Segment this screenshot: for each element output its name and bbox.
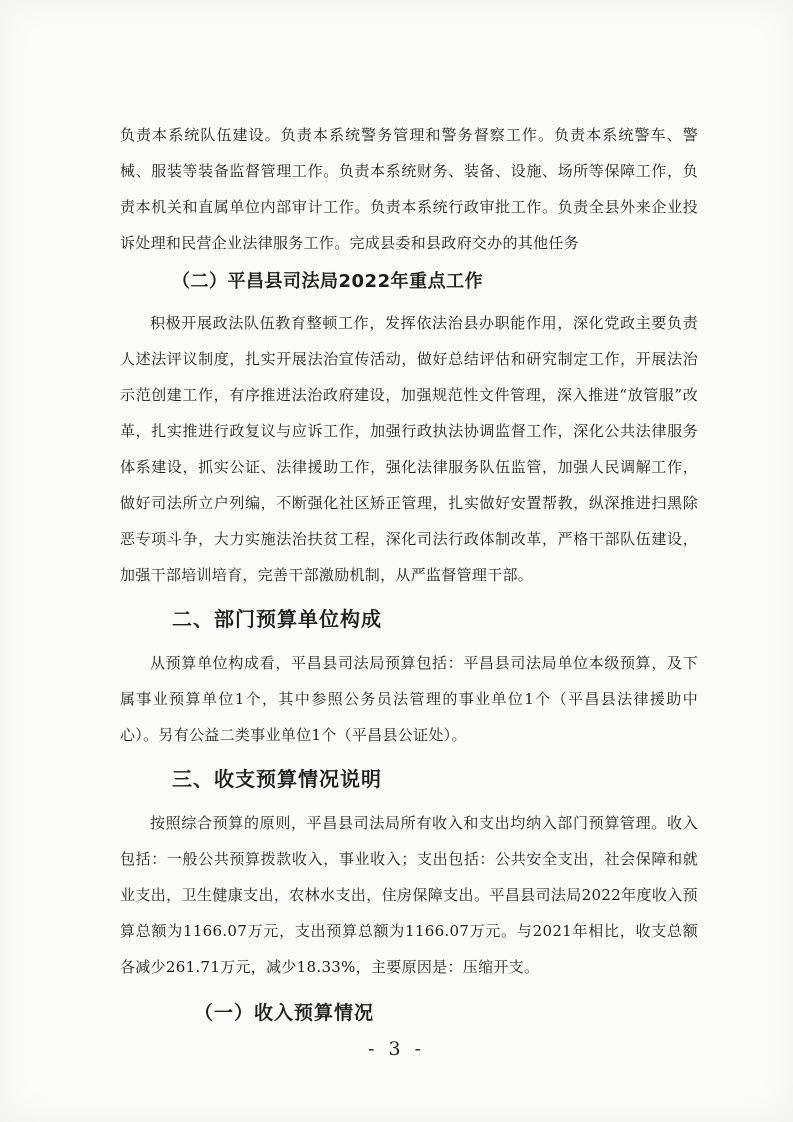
page-number: - 3 - (367, 1038, 425, 1060)
section-3-paragraph: 按照综合预算的原则，平昌县司法局所有收入和支出均纳入部门预算管理。收入包括：一般公共预算拨款收入，事业收入；支出包括：公共安全支出，社会保障和就业支出，卫生健康支出，农林水支出，住房保障支出。平昌县司法局2022年度收入预算总额为1166.07万元，支出预算总额为1166.07万元。与2021年相比，收支总额各减少261.71万元，减少18.33%，主要原因是：压缩开支。 (120, 814, 698, 976)
intro-paragraph: 负责本系统队伍建设。负责本系统警务管理和警务督察工作。负责本系统警车、警械、服装等装备监督管理工作。负责本系统财务、装备、设施、场所等保障工作，负责本机关和直属单位内部审计工作。负责本系统行政审批工作。负责全县外来企业投诉处理和民营企业法律服务工作。完成县委和县政府交办的其他任务 (120, 126, 698, 252)
document-body (120, 117, 698, 1035)
section-3-sub1-heading: （一）收入预算情况 (194, 1002, 375, 1024)
section-2022-paragraph: 积极开展政法队伍教育整顿工作，发挥依法治县办职能作用，深化党政主要负责人述法评议制度，扎实开展法治宣传活动，做好总结评估和研究制定工作，开展法治示范创建工作，有序推进法治政府建设，加强规范性文件管理，深入推进“放管服”改革，扎实推进行政复议与应诉工作，加强行政执法协调监督工作，深化公共法律服务体系建设，抓实公证、法律援助工作，强化法律服务队伍监管，加强人民调解工作，做好司法所立户列编，不断强化社区矫正管理，扎实做好安置帮教，纵深推进扫黑除恶专项斗争，大力实施法治扶贫工程，深化司法行政体制改革，严格干部队伍建设，加强干部培训培育，完善干部激励机制，从严监督管理干部。 (120, 314, 698, 584)
section-2-paragraph: 从预算单位构成看，平昌县司法局预算包括：平昌县司法局单位本级预算，及下属事业预算单位1个，其中参照公务员法管理的事业单位1个（平昌县法律援助中心）。另有公益二类事业单位1个（平昌县公证处）。 (120, 654, 698, 744)
section-3-heading: 三、收支预算情况说明 (172, 767, 382, 791)
section-2-heading: 二、部门预算单位构成 (172, 607, 382, 631)
section-2022-heading: （二）平昌县司法局2022年重点工作 (172, 271, 484, 292)
